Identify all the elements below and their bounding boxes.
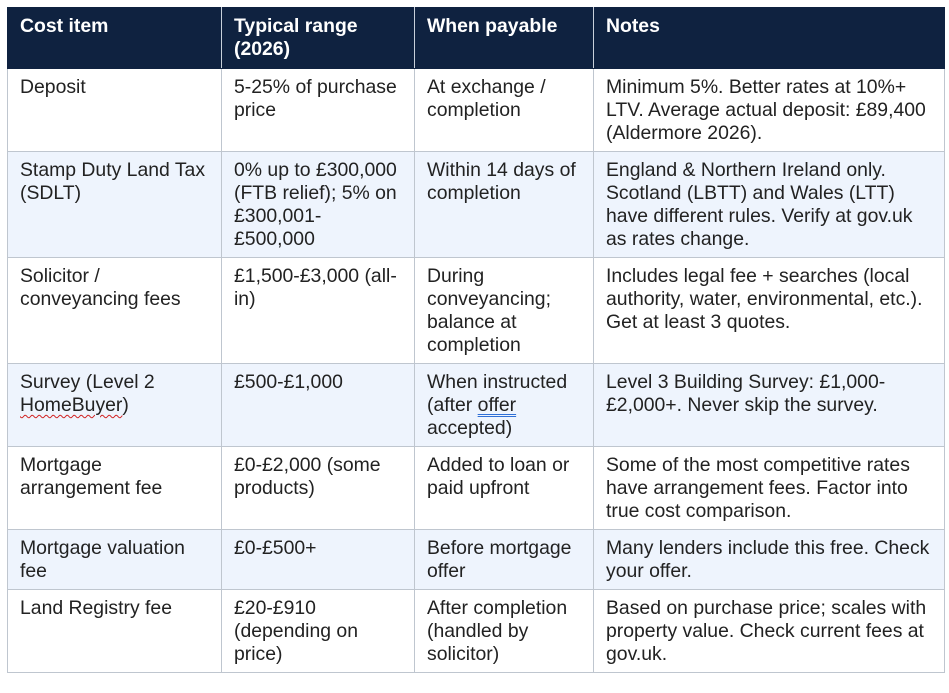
cell-notes: Minimum 5%. Better rates at 10%+ LTV. Average actual deposit: £89,400 (Aldermore 2026).	[594, 69, 945, 152]
cell-cost-item: Deposit	[8, 69, 222, 152]
cost-item-prefix: Survey (Level 2	[20, 371, 155, 393]
cell-notes: England & Northern Ireland only. Scotland (LBTT) and Wales (LTT) have different rules. Verify at gov.uk as rates change.	[594, 152, 945, 258]
cell-cost-item: Stamp Duty Land Tax (SDLT)	[8, 152, 222, 258]
table-row-survey	[8, 364, 945, 447]
cell-cost-item	[8, 364, 222, 447]
cell-when-payable: At exchange / completion	[415, 69, 594, 152]
header-when-payable: When payable	[415, 8, 594, 69]
cell-notes: Some of the most competitive rates have arrangement fees. Factor into true cost comparison.	[594, 447, 945, 530]
when-payable-suffix: accepted)	[427, 417, 513, 439]
grammar-flagged-word[interactable]: offer	[477, 394, 517, 416]
header-row	[8, 8, 945, 69]
table-body	[8, 69, 945, 673]
cell-typical-range: £1,500-£3,000 (all-in)	[222, 258, 415, 364]
cell-when-payable: After completion (handled by solicitor)	[415, 590, 594, 673]
cost-item-suffix: )	[122, 394, 129, 416]
header-cost-item: Cost item	[8, 8, 222, 69]
cell-cost-item: Mortgage valuation fee	[8, 530, 222, 590]
cell-typical-range: £0-£500+	[222, 530, 415, 590]
cell-notes: Based on purchase price; scales with property value. Check current fees at gov.uk.	[594, 590, 945, 673]
cell-typical-range: 5-25% of purchase price	[222, 69, 415, 152]
table-row-valuation-fee	[8, 530, 945, 590]
when-payable-prefix: When instructed (after	[427, 371, 568, 416]
cell-when-payable: Added to loan or paid upfront	[415, 447, 594, 530]
spelling-flagged-word[interactable]: HomeBuyer	[20, 394, 123, 416]
cell-when-payable	[415, 364, 594, 447]
table-row-stamp-duty	[8, 152, 945, 258]
cell-notes: Level 3 Building Survey: £1,000-£2,000+. Never skip the survey.	[594, 364, 945, 447]
cell-notes: Many lenders include this free. Check your offer.	[594, 530, 945, 590]
table-row-deposit	[8, 69, 945, 152]
cell-notes: Includes legal fee + searches (local authority, water, environmental, etc.). Get at least 3 quotes.	[594, 258, 945, 364]
cell-typical-range: 0% up to £300,000 (FTB relief); 5% on £300,001-£500,000	[222, 152, 415, 258]
cell-cost-item: Land Registry fee	[8, 590, 222, 673]
table-row-arrangement-fee	[8, 447, 945, 530]
cost-table	[7, 7, 945, 673]
cell-typical-range: £20-£910 (depending on price)	[222, 590, 415, 673]
table-row-solicitor	[8, 258, 945, 364]
table-header	[8, 8, 945, 69]
header-typical-range: Typical range (2026)	[222, 8, 415, 69]
cell-when-payable: Within 14 days of completion	[415, 152, 594, 258]
header-notes: Notes	[594, 8, 945, 69]
cell-when-payable: During conveyancing; balance at completion	[415, 258, 594, 364]
cell-cost-item: Mortgage arrangement fee	[8, 447, 222, 530]
cell-when-payable: Before mortgage offer	[415, 530, 594, 590]
cell-cost-item: Solicitor / conveyancing fees	[8, 258, 222, 364]
table-row-land-registry	[8, 590, 945, 673]
cell-typical-range: £0-£2,000 (some products)	[222, 447, 415, 530]
cell-typical-range: £500-£1,000	[222, 364, 415, 447]
